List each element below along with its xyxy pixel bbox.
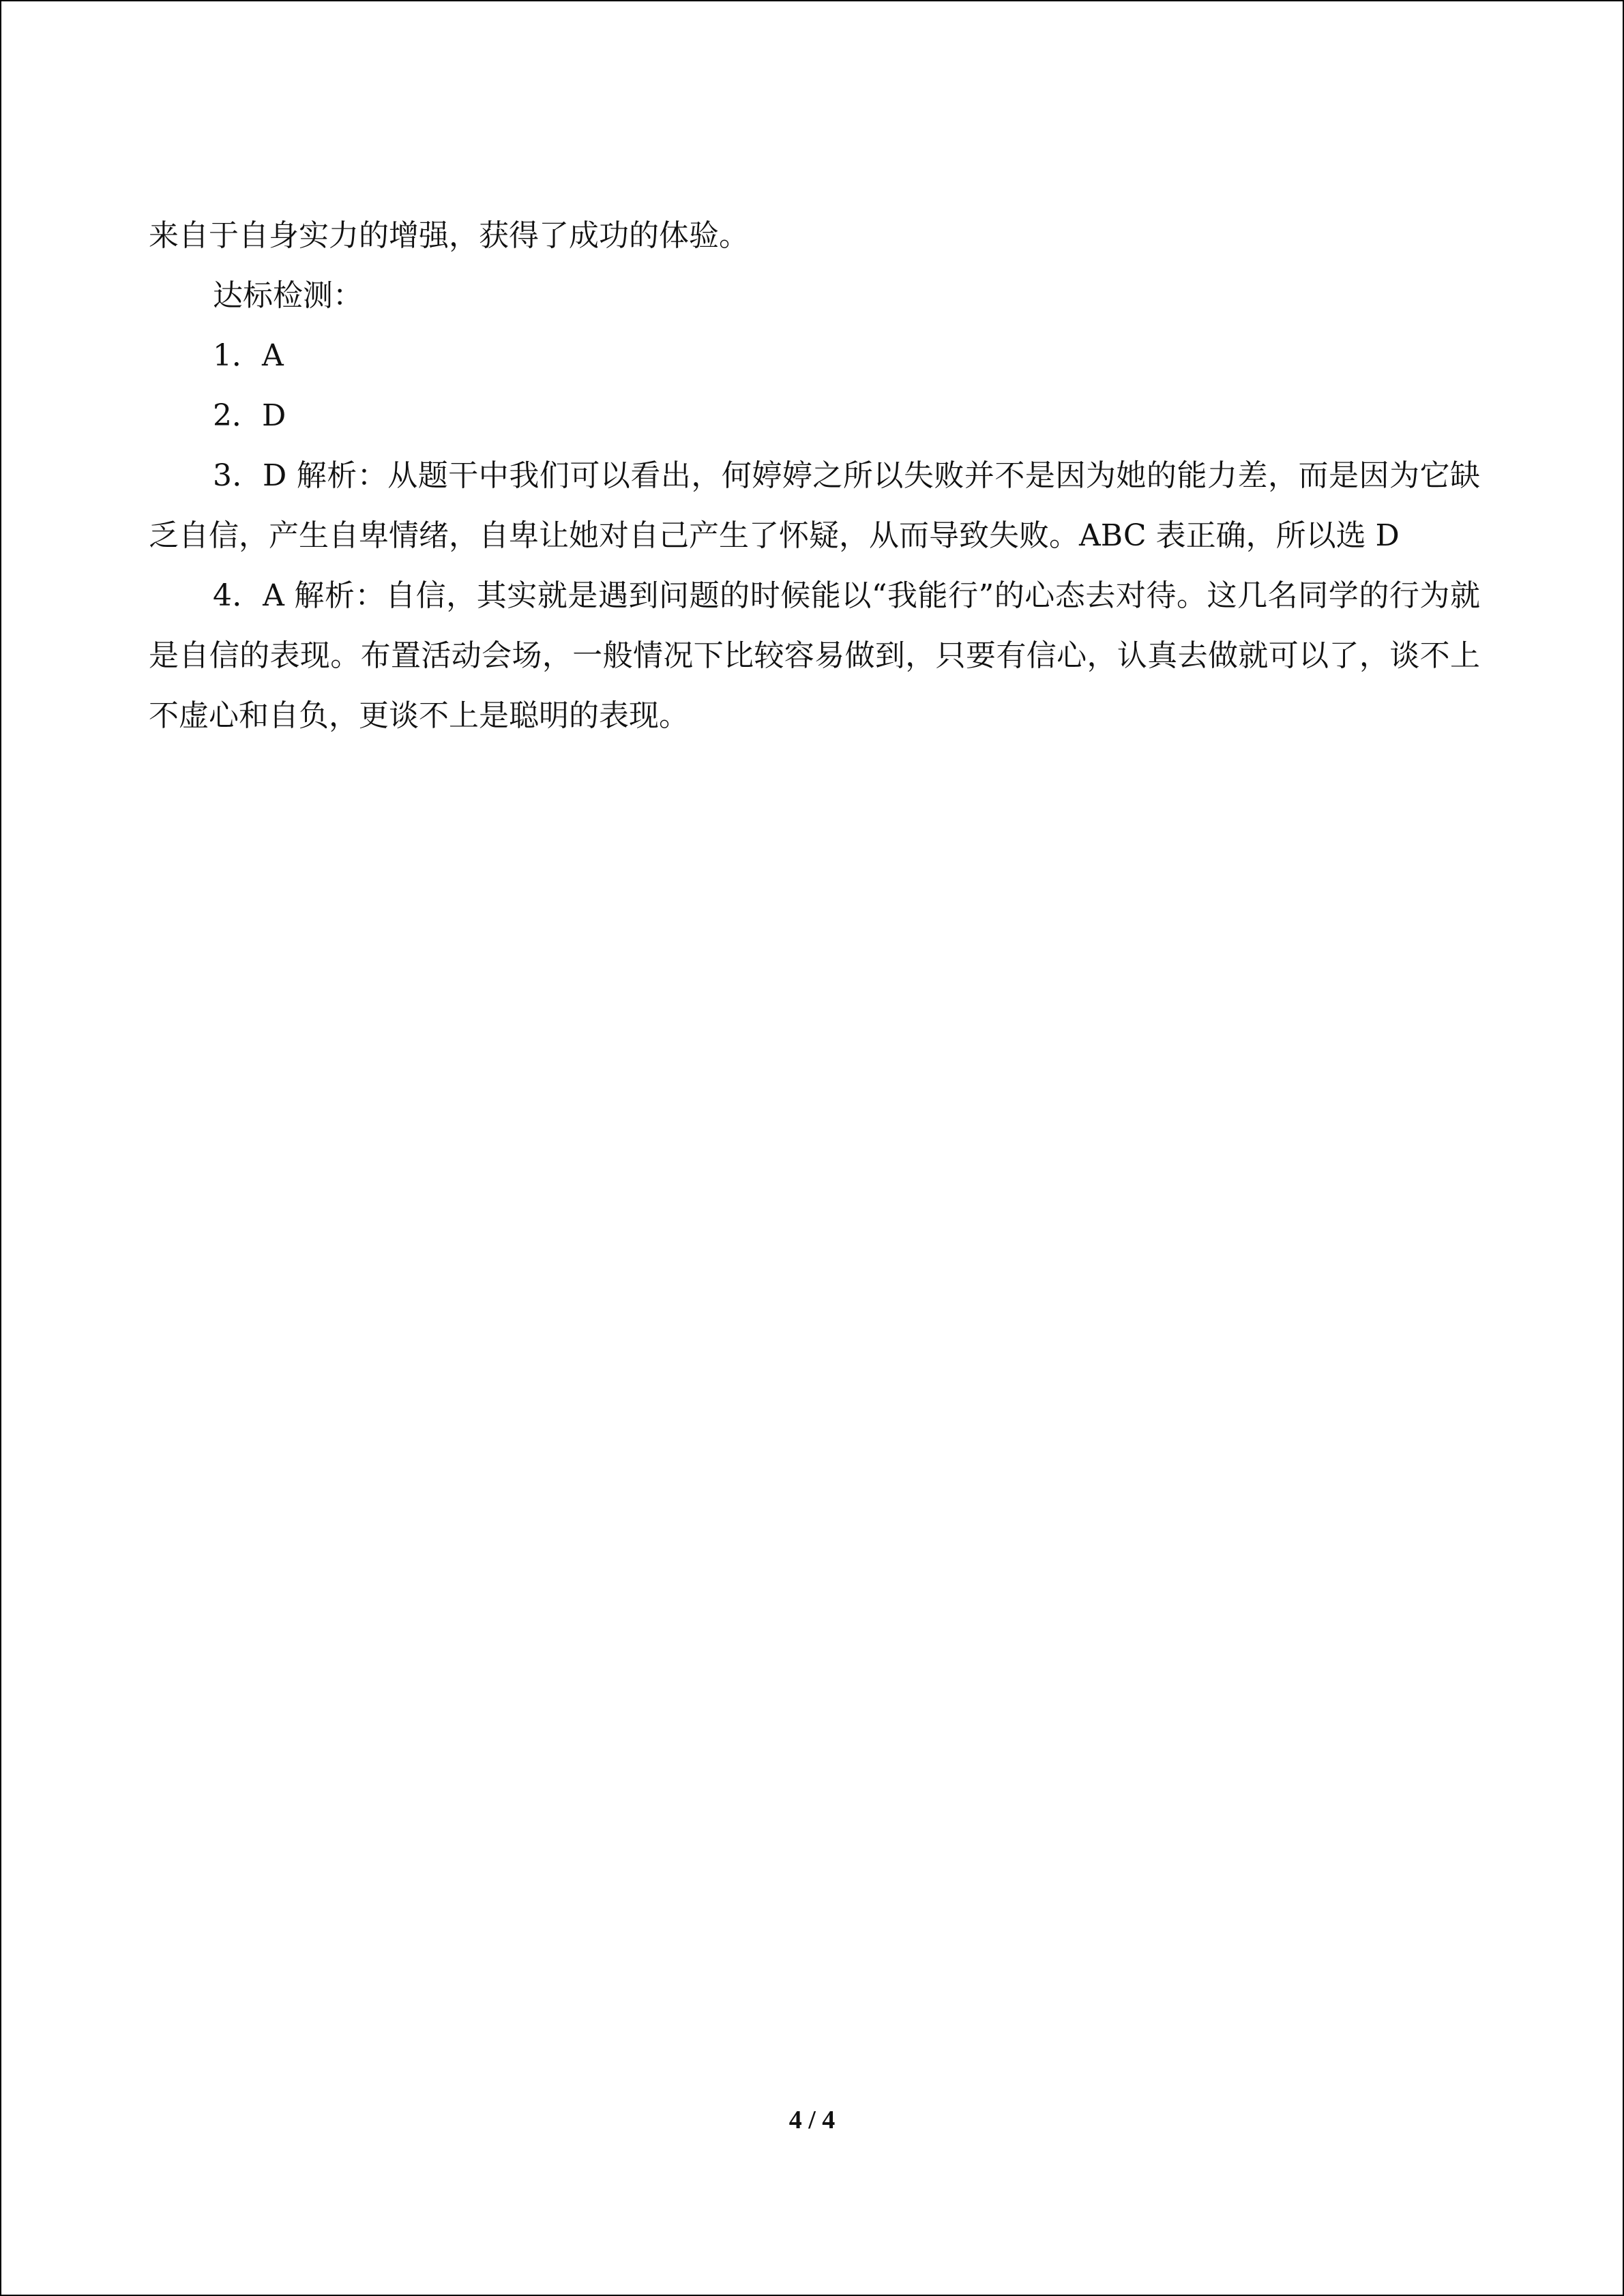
answer-3-explanation: 3．D 解析：从题干中我们可以看出，何婷婷之所以失败并不是因为她的能力差，而是因为它缺乏自信，产生自卑情绪，自卑让她对自己产生了怀疑，从而导致失败。ABC 表正确，所以选 D xyxy=(149,458,1480,553)
document-body xyxy=(149,206,1480,746)
paragraph-continuation: 来自于自身实力的增强，获得了成功的体验。 xyxy=(149,218,749,253)
page-number: 4 / 4 xyxy=(788,2106,836,2134)
section-heading-assessment: 达标检测： xyxy=(213,278,363,313)
answer-4-explanation: 4．A 解析：自信，其实就是遇到问题的时候能以“我能行”的心态去对待。这几名同学的行为就是自信的表现。布置活动会场，一般情况下比较容易做到，只要有信心，认真去做就可以了，谈不上不虚心和自负，更谈不上是聪明的表现。 xyxy=(149,578,1480,733)
answer-2: 2．D xyxy=(213,398,286,433)
answer-1: 1．A xyxy=(213,338,284,373)
